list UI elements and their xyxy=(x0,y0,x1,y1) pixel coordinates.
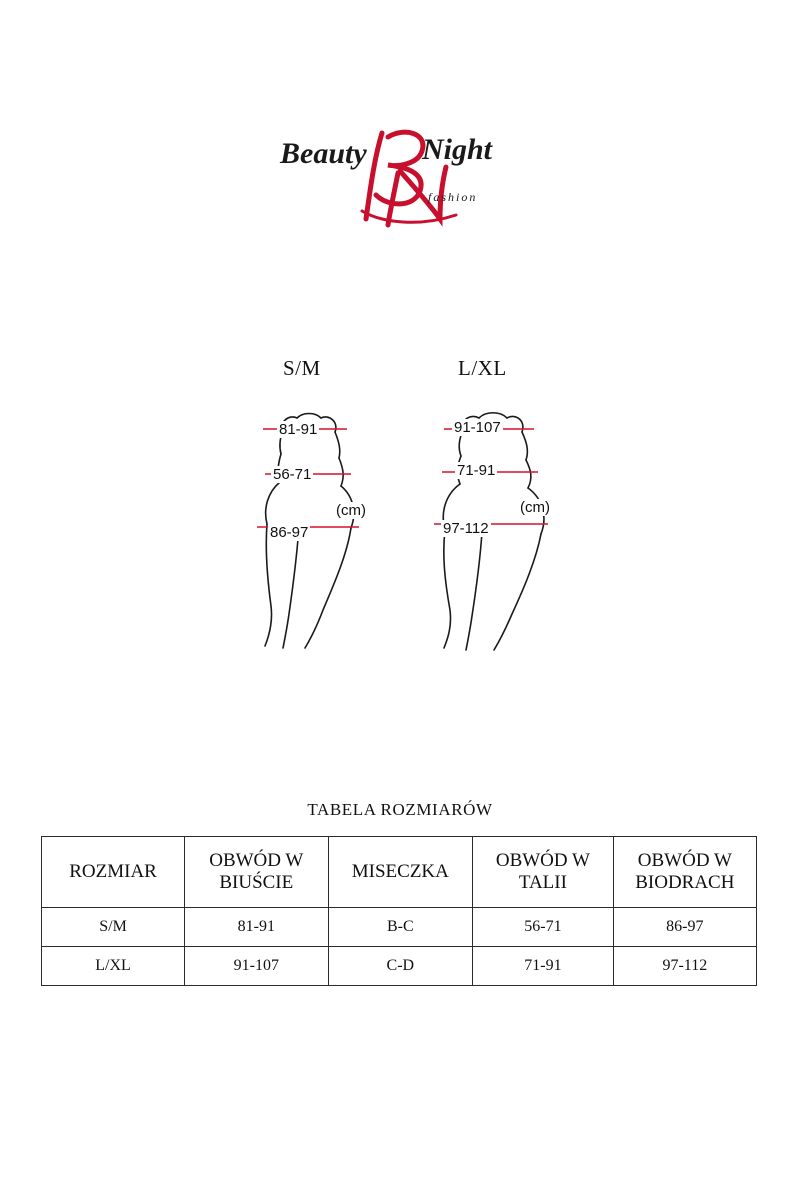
table-row xyxy=(42,908,757,947)
figure-size-label-sm: S/M xyxy=(283,356,321,380)
table-row xyxy=(42,947,757,986)
cell-size-lxl: L/XL xyxy=(42,947,185,986)
figure-size-label-lxl: L/XL xyxy=(458,356,507,380)
measurement-bust-lxl: 91-107 xyxy=(454,419,501,436)
brand-name-night: Night xyxy=(422,133,493,166)
cell-cup-sm: B-C xyxy=(328,908,473,947)
table-header-size: ROZMIAR xyxy=(42,837,185,908)
unit-label-lxl: (cm) xyxy=(520,499,550,516)
cell-hips-lxl: 97-112 xyxy=(613,947,756,986)
cell-waist-lxl: 71-91 xyxy=(473,947,614,986)
brand-name-beauty: Beauty xyxy=(280,137,367,170)
brand-logo xyxy=(0,110,800,240)
size-table-caption: TABELA ROZMIARÓW xyxy=(307,800,493,819)
brand-tagline: fashion xyxy=(428,190,478,204)
cell-hips-sm: 86-97 xyxy=(613,908,756,947)
cell-bust-lxl: 91-107 xyxy=(185,947,328,986)
size-table xyxy=(41,836,757,986)
measurement-hips-lxl: 97-112 xyxy=(443,520,489,537)
cell-cup-lxl: C-D xyxy=(328,947,473,986)
measurement-hips-sm: 86-97 xyxy=(270,524,309,541)
table-header-bust: OBWÓD W BIUŚCIE xyxy=(185,837,328,908)
table-header-waist: OBWÓD W TALII xyxy=(473,837,614,908)
measurement-bust-sm: 81-91 xyxy=(279,421,318,438)
cell-waist-sm: 56-71 xyxy=(473,908,614,947)
cell-size-sm: S/M xyxy=(42,908,185,947)
figure-diagrams xyxy=(0,340,800,670)
unit-label-sm: (cm) xyxy=(336,502,366,519)
measurement-waist-sm: 56-71 xyxy=(273,466,312,483)
brand-logo-graphic xyxy=(270,115,530,235)
table-header-row xyxy=(42,837,757,908)
table-header-hips: OBWÓD W BIODRACH xyxy=(613,837,756,908)
measurement-waist-lxl: 71-91 xyxy=(457,462,496,479)
table-header-cup: MISECZKA xyxy=(328,837,473,908)
cell-bust-sm: 81-91 xyxy=(185,908,328,947)
body-silhouette-sm xyxy=(235,400,405,660)
